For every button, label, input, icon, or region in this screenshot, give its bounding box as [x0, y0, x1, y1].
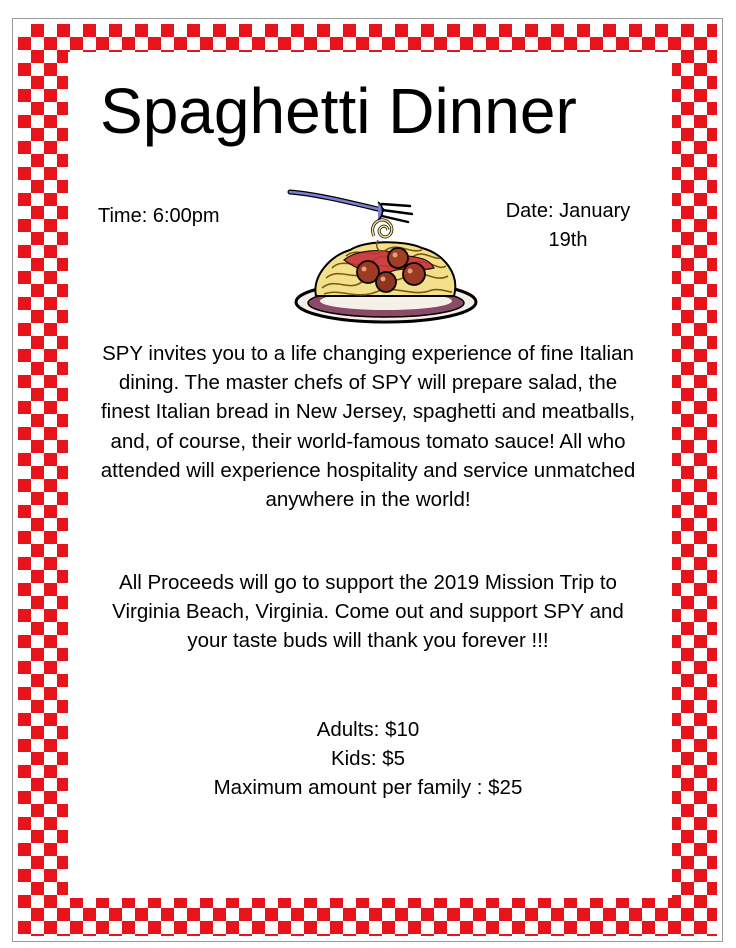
event-date-line-1: Date: January [505, 200, 631, 222]
price-family-max: Maximum amount per family : $25 [213, 776, 523, 800]
flyer-title: Spaghetti Dinner [100, 75, 577, 147]
spaghetti-plate-icon [286, 184, 484, 334]
price-kids: Kids: $5 [330, 747, 406, 771]
price-adults: Adults: $10 [316, 718, 420, 741]
price-list [98, 715, 638, 803]
event-date-line-2: 19th [548, 229, 588, 251]
event-description: SPY invites you to a life changing experience of fine Italian dining. The master chefs of SPY will prepare salad, the finest Italian bread in New Jersey, spaghetti and meatballs, and, of course, their world-famous tomato sauce! All who attended will experience hospitality and service unmatched anywhere in the world! [100, 342, 636, 512]
event-date [480, 197, 656, 255]
event-time: Time: 6:00pm [98, 205, 220, 227]
proceeds-note: All Proceeds will go to support the 2019 Mission Trip to Virginia Beach, Virginia. Come out and support SPY and your taste buds will thank you forever !!! [112, 571, 624, 653]
